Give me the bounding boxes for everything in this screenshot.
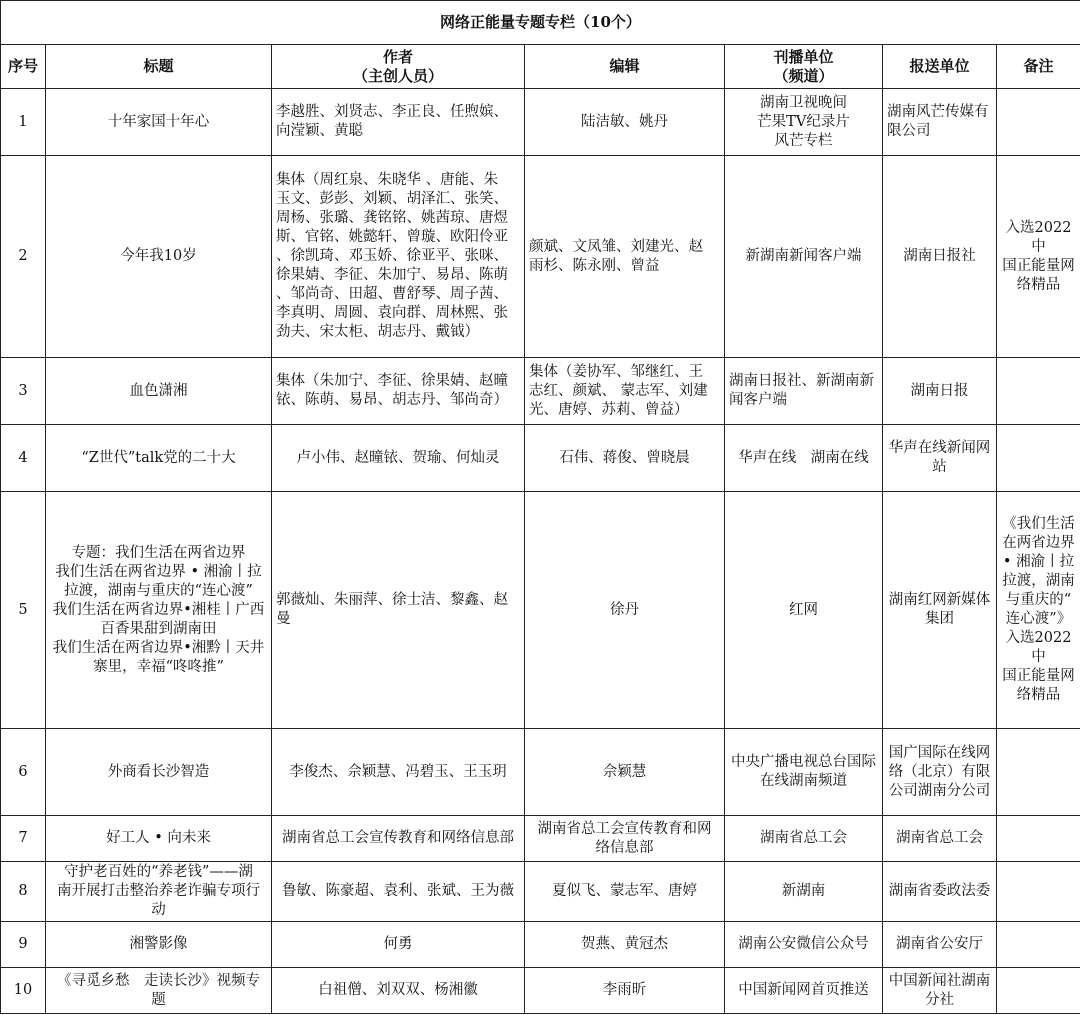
- cell-publisher: 湖南省总工会: [725, 816, 883, 862]
- header-editor: 编辑: [525, 45, 725, 89]
- header-row: [1, 45, 1080, 89]
- cell-title: 血色潇湘: [46, 358, 272, 425]
- cell-submitter: 湖南日报社: [883, 156, 997, 358]
- table-row: [1, 729, 1080, 816]
- cell-submitter: 湖南红网新媒体 集团: [883, 492, 997, 729]
- cell-editor: 湖南省总工会宣传教育和网 络信息部: [525, 816, 725, 862]
- cell-editor: 陆洁敏、姚丹: [525, 89, 725, 156]
- cell-title: 好工人 • 向未来: [46, 816, 272, 862]
- table-row: [1, 492, 1080, 729]
- header-remarks: 备注: [997, 45, 1080, 89]
- cell-publisher: 红网: [725, 492, 883, 729]
- table-row: [1, 816, 1080, 862]
- cell-submitter: 华声在线新闻网 站: [883, 425, 997, 492]
- cell-title: 今年我10岁: [46, 156, 272, 358]
- cell-seq: 8: [1, 862, 46, 922]
- cell-remarks: [997, 729, 1080, 816]
- cell-title: 湘警影像: [46, 922, 272, 968]
- cell-editor: 徐丹: [525, 492, 725, 729]
- table-title: 网络正能量专题专栏（10个）: [1, 1, 1080, 45]
- cell-remarks: [997, 922, 1080, 968]
- cell-editor: 夏似飞、蒙志军、唐婷: [525, 862, 725, 922]
- cell-title: 外商看长沙智造: [46, 729, 272, 816]
- cell-remarks: [997, 89, 1080, 156]
- cell-seq: 9: [1, 922, 46, 968]
- cell-title: 专题：我们生活在两省边界 我们生活在两省边界 • 湘渝丨拉 拉渡，湖南与重庆的“连心渡” 我们生活在两省边界•湘桂丨广西 百香果甜到湖南田 我们生活在两省边界•湘黔丨天井 寨里，幸福“咚咚推”: [46, 492, 272, 729]
- cell-editor: 颜斌、文凤雏、刘建光、赵 雨杉、陈永刚、曾益: [525, 156, 725, 358]
- cell-remarks: 《我们生活 在两省边界 • 湘渝丨拉 拉渡，湖南 与重庆的“ 连心渡”》 入选2022中 国正能量网 络精品: [997, 492, 1080, 729]
- cell-seq: 6: [1, 729, 46, 816]
- cell-author: 卢小伟、赵曈铱、贺瑜、何灿灵: [272, 425, 525, 492]
- cell-publisher: 华声在线 湖南在线: [725, 425, 883, 492]
- cell-submitter: 湖南省公安厅: [883, 922, 997, 968]
- cell-title: “Z世代”talk党的二十大: [46, 425, 272, 492]
- cell-author: 何勇: [272, 922, 525, 968]
- cell-submitter: 中国新闻社湖南 分社: [883, 968, 997, 1014]
- cell-remarks: [997, 425, 1080, 492]
- cell-submitter: 湖南省委政法委: [883, 862, 997, 922]
- cell-submitter: 国广国际在线网 络（北京）有限 公司湖南分公司: [883, 729, 997, 816]
- cell-remarks: [997, 358, 1080, 425]
- cell-publisher: 湖南日报社、新湖南新 闻客户端: [725, 358, 883, 425]
- cell-title: 十年家国十年心: [46, 89, 272, 156]
- table-row: [1, 425, 1080, 492]
- header-title: 标题: [46, 45, 272, 89]
- cell-author: 白祖僧、刘双双、杨湘徽: [272, 968, 525, 1014]
- cell-author: 李俊杰、佘颖慧、冯碧玉、王玉玥: [272, 729, 525, 816]
- cell-author: 湖南省总工会宣传教育和网络信息部: [272, 816, 525, 862]
- cell-remarks: [997, 816, 1080, 862]
- cell-remarks: [997, 862, 1080, 922]
- table-row: [1, 862, 1080, 922]
- cell-publisher: 新湖南新闻客户端: [725, 156, 883, 358]
- cell-publisher: 新湖南: [725, 862, 883, 922]
- cell-seq: 1: [1, 89, 46, 156]
- cell-remarks: 入选2022中 国正能量网 络精品: [997, 156, 1080, 358]
- cell-editor: 集体（姜协军、邹继红、王 志红、颜斌、 蒙志军、刘建 光、唐婷、苏莉、曾益）: [525, 358, 725, 425]
- cell-author: 集体（周红泉、朱晓华 、唐能、朱 玉文、彭彭、刘颖、胡泽汇、张笑、 周杨、张璐、龚铭铭、姚茜琼、唐煜 斯、官铭、姚懿轩、曾璇、欧阳伶亚 、徐凯琦、邓玉娇、徐亚平、张咪、 徐果婧、李征、朱加宁、易昂、陈萌 、邹尚奇、田超、曹舒琴、周子茜、 李真明、周圆、袁向群、周林熙、张 劲夫、宋太柜、胡志丹、戴钺）: [272, 156, 525, 358]
- table-row: [1, 156, 1080, 358]
- table-row: [1, 89, 1080, 156]
- header-submitter: 报送单位: [883, 45, 997, 89]
- header-publisher: 刊播单位 （频道）: [725, 45, 883, 89]
- table-row: [1, 922, 1080, 968]
- cell-author: 集体（朱加宁、李征、徐果婧、赵曈 铱、陈萌、易昂、胡志丹、邹尚奇）: [272, 358, 525, 425]
- cell-editor: 佘颖慧: [525, 729, 725, 816]
- cell-publisher: 湖南公安微信公众号: [725, 922, 883, 968]
- cell-editor: 李雨昕: [525, 968, 725, 1014]
- table-row: [1, 358, 1080, 425]
- header-author: 作者 （主创人员）: [272, 45, 525, 89]
- table-row: [1, 968, 1080, 1014]
- cell-seq: 3: [1, 358, 46, 425]
- cell-remarks: [997, 968, 1080, 1014]
- cell-seq: 4: [1, 425, 46, 492]
- cell-title: 守护老百姓的“养老钱”——湖 南开展打击整治养老诈骗专项行 动: [46, 862, 272, 922]
- cell-seq: 2: [1, 156, 46, 358]
- cell-seq: 10: [1, 968, 46, 1014]
- cell-title: 《寻觅乡愁 走读长沙》视频专 题: [46, 968, 272, 1014]
- cell-publisher: 中国新闻网首页推送: [725, 968, 883, 1014]
- cell-submitter: 湖南风芒传媒有 限公司: [883, 89, 997, 156]
- cell-editor: 石伟、蒋俊、曾晓晨: [525, 425, 725, 492]
- cell-author: 郭薇灿、朱丽萍、徐士洁、黎鑫、赵 曼: [272, 492, 525, 729]
- cell-publisher: 中央广播电视总台国际 在线湖南频道: [725, 729, 883, 816]
- cell-author: 李越胜、刘贤志、李正良、任煦嫔、 向滢颖、黄聪: [272, 89, 525, 156]
- cell-submitter: 湖南省总工会: [883, 816, 997, 862]
- cell-publisher: 湖南卫视晚间 芒果TV纪录片 风芒专栏: [725, 89, 883, 156]
- cell-submitter: 湖南日报: [883, 358, 997, 425]
- cell-seq: 5: [1, 492, 46, 729]
- cell-author: 鲁敏、陈豪超、袁利、张斌、王为薇: [272, 862, 525, 922]
- header-seq: 序号: [1, 45, 46, 89]
- cell-seq: 7: [1, 816, 46, 862]
- cell-editor: 贺燕、黄冠杰: [525, 922, 725, 968]
